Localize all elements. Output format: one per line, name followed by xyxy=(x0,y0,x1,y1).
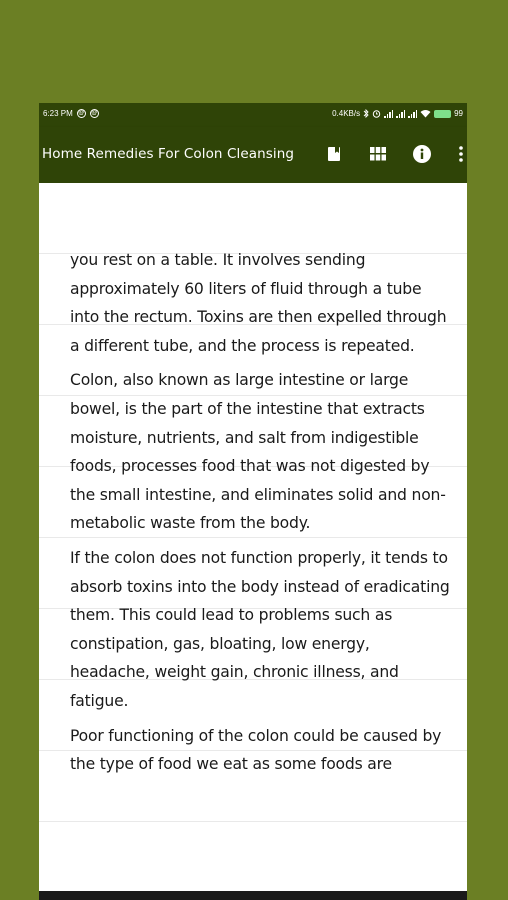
bookmark-button[interactable] xyxy=(321,141,347,167)
wifi-icon xyxy=(420,109,431,118)
paragraph: Poor functioning of the colon could be caused by the type of food we eat as some foods are xyxy=(70,726,442,774)
status-time: 6:23 PM xyxy=(43,109,73,118)
app-title: Home Remedies For Colon Cleansing xyxy=(42,146,295,162)
app-bar xyxy=(39,127,467,183)
navigation-bar xyxy=(39,891,467,900)
status-bar xyxy=(39,103,467,127)
status-right xyxy=(332,109,463,118)
grid-icon xyxy=(370,147,386,161)
article-text xyxy=(70,246,450,785)
battery-icon xyxy=(434,110,451,118)
bookmark-icon xyxy=(327,146,341,162)
info-button[interactable] xyxy=(409,141,435,167)
article-content[interactable] xyxy=(39,183,467,891)
notification-icon: @ xyxy=(91,110,98,116)
grid-view-button[interactable] xyxy=(365,141,391,167)
divider xyxy=(39,821,467,822)
network-speed: 0.4KB/s xyxy=(332,109,361,118)
more-vert-icon xyxy=(459,146,463,162)
more-options-button[interactable] xyxy=(448,141,467,167)
status-left xyxy=(43,109,99,118)
paragraph: If the colon does not function properly, it tends to absorb toxins into the body instead of eradicating them. This could lead to problems such as constipation, gas, bloating, low energy, headache, weight gain, chronic illness, and fatigue. xyxy=(70,548,450,710)
bluetooth-icon xyxy=(363,109,369,118)
info-icon xyxy=(412,144,432,164)
signal-icon xyxy=(396,110,405,118)
paragraph: you rest on a table. It involves sending approximately 60 liters of fluid through a tube into the rectum. Toxins are then expelled through a different tube, and the process is repeated. xyxy=(70,251,447,355)
phone-screen xyxy=(39,103,467,900)
signal-icon xyxy=(384,110,393,118)
alarm-icon xyxy=(372,109,381,118)
signal-icon xyxy=(408,110,417,118)
paragraph: Colon, also known as large intestine or large bowel, is the part of the intestine that extracts moisture, nutrients, and salt from indigestible foods, processes food that was not digested by the small intestine, and eliminates solid and non-metabolic waste from the body. xyxy=(70,371,446,533)
notification-icon: @ xyxy=(78,110,85,116)
battery-level: 99 xyxy=(454,109,463,118)
